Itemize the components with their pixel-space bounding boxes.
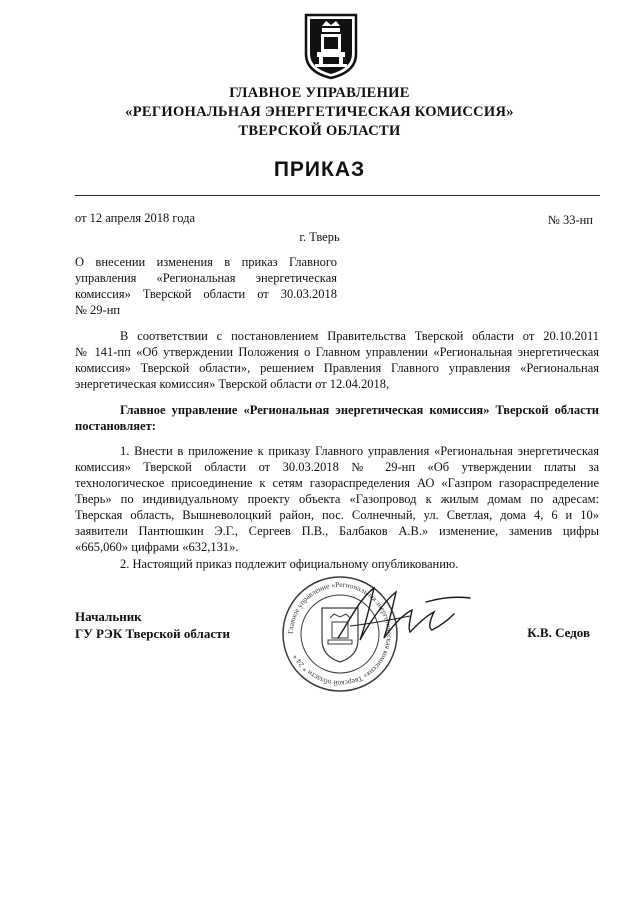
order-item-1	[75, 443, 599, 555]
handwritten-signature	[330, 580, 475, 650]
preamble-line: комиссия» Тверской области», решением Правления Главного управления «Региональная	[75, 361, 599, 375]
org-name-line-2: «РЕГИОНАЛЬНАЯ ЭНЕРГЕТИЧЕСКАЯ КОМИССИЯ»	[125, 104, 514, 120]
order-number: № 33-нп	[547, 213, 593, 227]
item-line: Тверская область, Вышневолоцкий район, пос. Солнечный, ул. Светлая, дома 4, 6 и 10»	[75, 508, 599, 522]
item-line: Тверь» по индивидуальному проекту объекта «Газопровод к жилым домам по адресам:	[75, 492, 599, 506]
item-line: 2. Настоящий приказ подлежит официальному опубликованию.	[120, 557, 459, 571]
order-subject	[75, 254, 337, 318]
signatory-title: Начальник	[75, 609, 142, 624]
resolution-clause	[75, 402, 599, 434]
item-line: заявители Пантюшкин Э.Г., Сергеев П.В., Балбаков А.В.» изменение, заменив цифры	[75, 524, 599, 538]
subject-line: управления «Региональная энергетическая	[75, 271, 337, 285]
resolution-line: Главное управление «Региональная энергетическая комиссия» Тверской области	[120, 403, 599, 417]
stamp-ring-text: Главное управление «Региональная энергетическая комиссия» Тверской области * 24 *	[285, 579, 395, 689]
subject-line: № 29-нп	[75, 303, 121, 317]
subject-line: О внесении изменения в приказ Главного	[75, 255, 337, 269]
subject-line: комиссия» Тверской области от 30.03.2018	[75, 287, 337, 301]
order-city: г. Тверь	[299, 230, 340, 244]
item-line: комиссия» Тверской области от 30.03.2018 № 29-нп «Об утверждении платы за	[75, 460, 599, 474]
item-line: технологическое присоединение к сетям газораспределения АО «Газпром газораспределение	[75, 476, 599, 490]
signatory-position	[75, 608, 230, 642]
preamble-line: № 141-пп «Об утверждении Положения о Главном управлении «Региональная энергетическая	[75, 345, 599, 359]
preamble-line: энергетическая комиссия» Тверской области от 12.04.2018,	[75, 377, 390, 391]
document-type-title: ПРИКАЗ	[273, 158, 366, 181]
coat-of-arms-icon	[302, 12, 360, 80]
item-line: 1. Внести в приложение к приказу Главного управления «Региональная энергетическая	[120, 444, 599, 458]
signatory-organization: ГУ РЭК Тверской области	[75, 626, 230, 641]
org-name-line-3: ТВЕРСКОЙ ОБЛАСТИ	[238, 123, 401, 139]
resolution-line: постановляет:	[75, 419, 156, 433]
header-divider	[75, 195, 600, 196]
org-name-line-1: ГЛАВНОЕ УПРАВЛЕНИЕ	[229, 85, 410, 101]
preamble-paragraph	[75, 328, 599, 392]
order-date: от 12 апреля 2018 года	[75, 211, 196, 225]
preamble-line: В соответствии с постановлением Правительства Тверской области от 20.10.2011	[120, 329, 599, 343]
signatory-name: К.В. Седов	[527, 625, 590, 640]
item-line: «665,060» цифрами «632,131».	[75, 540, 239, 554]
order-item-2	[75, 556, 599, 572]
